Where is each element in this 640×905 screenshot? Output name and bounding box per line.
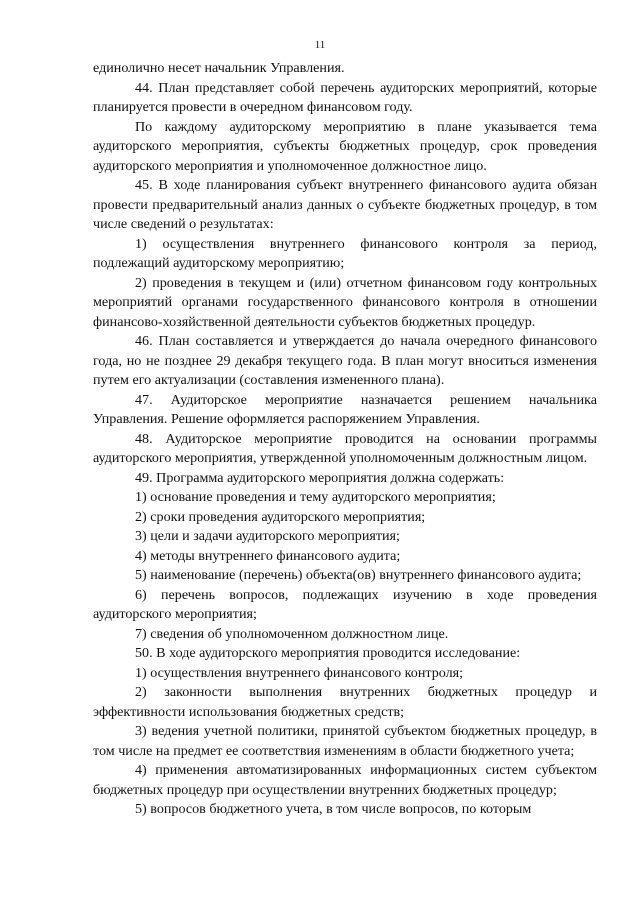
list-item-49-5: 5) наименование (перечень) объекта(ов) внутреннего финансового аудита; — [135, 567, 582, 583]
paragraph-44-detail: По каждому аудиторскому мероприятию в плане указывается тема аудиторского мероприятия, субъекты бюджетных процедур, срок проведения аудиторского мероприятия и уполномоченное должностное лицо. — [93, 118, 597, 174]
paragraph-50: 50. В ходе аудиторского мероприятия проводится исследование: — [135, 645, 521, 661]
list-item-49-1: 1) основание проведения и тему аудиторского мероприятия; — [135, 489, 496, 505]
page-number: 11 — [314, 39, 326, 51]
list-item-49-3: 3) цели и задачи аудиторского мероприятия; — [135, 528, 400, 544]
list-item-50-5: 5) вопросов бюджетного учета, в том числе вопросов, по которым — [135, 801, 532, 817]
list-item-50-1: 1) осуществления внутреннего финансового контроля; — [135, 664, 464, 681]
paragraph-49: 49. Программа аудиторского мероприятия должна содержать: — [135, 469, 505, 486]
list-item-45-2: 2) проведения в текущем и (или) отчетном финансовом году контрольных мероприятий органами государственного финансового контроля в отношении финансово-хозяйственной деятельности субъектов бюджетных процедур. — [93, 274, 597, 330]
list-item-49-7: 7) сведения об уполномоченном должностном лице. — [135, 625, 449, 642]
list-item-50-3: 3) ведения учетной политики, принятой субъектом бюджетных процедур, в том числе на предмет ее соответствия изменениям в области бюджетного учета; — [93, 723, 597, 759]
list-item-49-2: 2) сроки проведения аудиторского мероприятия; — [135, 508, 426, 525]
document-body — [93, 59, 597, 820]
list-item-49-4: 4) методы внутреннего финансового аудита; — [135, 547, 401, 564]
list-item-49-6: 6) перечень вопросов, подлежащих изучению в ходе проведения аудиторского мероприятия; — [93, 586, 597, 622]
paragraph-46: 46. План составляется и утверждается до начала очередного финансового года, но не позднее 29 декабря текущего года. В план могут вноситься изменения путем его актуализации (составления измененного плана). — [93, 333, 597, 388]
paragraph-48: 48. Аудиторское мероприятие проводится на основании программы аудиторского мероприятия, утвержденной уполномоченным должностным лицом. — [93, 430, 597, 466]
list-item-50-4: 4) применения автоматизированных информационных систем субъектом бюджетных процедур при осуществлении внутренних бюджетных процедур; — [93, 762, 597, 798]
paragraph-44: 44. План представляет собой перечень аудиторских мероприятий, которые планируется провести в очередном финансовом году. — [93, 79, 597, 115]
paragraph-47: 47. Аудиторское мероприятие назначается решением начальника Управления. Решение оформляется распоряжением Управления. — [93, 391, 597, 427]
list-item-45-1: 1) осуществления внутреннего финансового контроля за период, подлежащий аудиторскому мероприятию; — [93, 235, 597, 271]
paragraph-continuation: единолично несет начальник Управления. — [93, 60, 345, 76]
paragraph-45: 45. В ходе планирования субъект внутреннего финансового аудита обязан провести предварительный анализ данных о субъекте бюджетных процедур, в том числе сведений о результатах: — [93, 177, 597, 232]
list-item-50-2: 2) законности выполнения внутренних бюджетных процедур и эффективности использования бюджетных средств; — [93, 684, 597, 720]
